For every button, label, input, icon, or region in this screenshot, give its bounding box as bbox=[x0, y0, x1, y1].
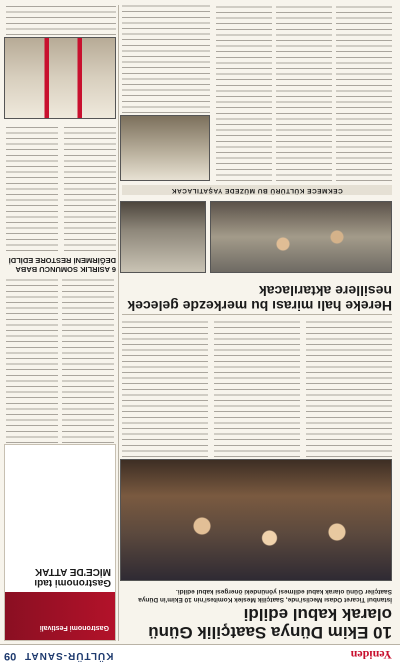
main-photo bbox=[120, 459, 392, 581]
main-headline: 10 Ekim Dünya Saatçilik Günü olarak kabul edildi bbox=[148, 605, 392, 642]
main-text-col-1 bbox=[306, 317, 392, 457]
side-text-col-1 bbox=[62, 277, 114, 443]
newspaper-logo: Yeniden bbox=[350, 648, 392, 662]
third-text-col-1 bbox=[64, 123, 116, 251]
second-headline: Hereke halı mirası bu merkezde gelecek nesillere aktarılacak bbox=[127, 283, 392, 314]
column-divider bbox=[118, 5, 119, 641]
side-headline: Gastronomi tadı MİCE'DE ATTAK bbox=[34, 566, 111, 588]
side-story-box bbox=[4, 444, 116, 641]
banner-text: Gastronomi Festivali bbox=[39, 624, 109, 631]
second-photo-1 bbox=[210, 201, 392, 273]
side-text-col-2 bbox=[6, 277, 58, 443]
third-text-col-2 bbox=[6, 123, 58, 251]
divider bbox=[122, 314, 392, 315]
masthead-bar bbox=[0, 644, 400, 665]
second-photo-2 bbox=[120, 201, 206, 273]
main-text-col-3 bbox=[122, 317, 208, 457]
main-text-col-2 bbox=[214, 317, 300, 457]
museum-text-col-2 bbox=[276, 5, 332, 181]
section-title: KÜLTÜR-SANAT bbox=[24, 650, 114, 661]
main-deck: İstanbul Ticaret Odası Meclisi'nde, Saatçilik Meslek Komitesi'nin 10 Ekim'in Dünya Saatçiler Günü olarak kabul edilmesi yönündeki önergesi kabul edildi. bbox=[138, 588, 392, 603]
museum-text-col-1 bbox=[336, 5, 392, 181]
museum-text-col-4 bbox=[122, 5, 210, 113]
page-number: 09 bbox=[4, 650, 17, 662]
museum-text-col-3 bbox=[216, 5, 272, 181]
festival-banner bbox=[5, 592, 115, 640]
third-text-col-3 bbox=[6, 5, 116, 35]
third-photo bbox=[4, 37, 116, 119]
third-headline: 6 ASIRLIK SOMUNCU BABA DEĞİRMENİ RESTORE EDİLDİ bbox=[8, 256, 116, 274]
museum-photo bbox=[120, 115, 210, 181]
museum-section-bar: CEKMECE KÜLTÜRÜ BU MÜZEDE YAŞATILACAK bbox=[122, 185, 392, 195]
